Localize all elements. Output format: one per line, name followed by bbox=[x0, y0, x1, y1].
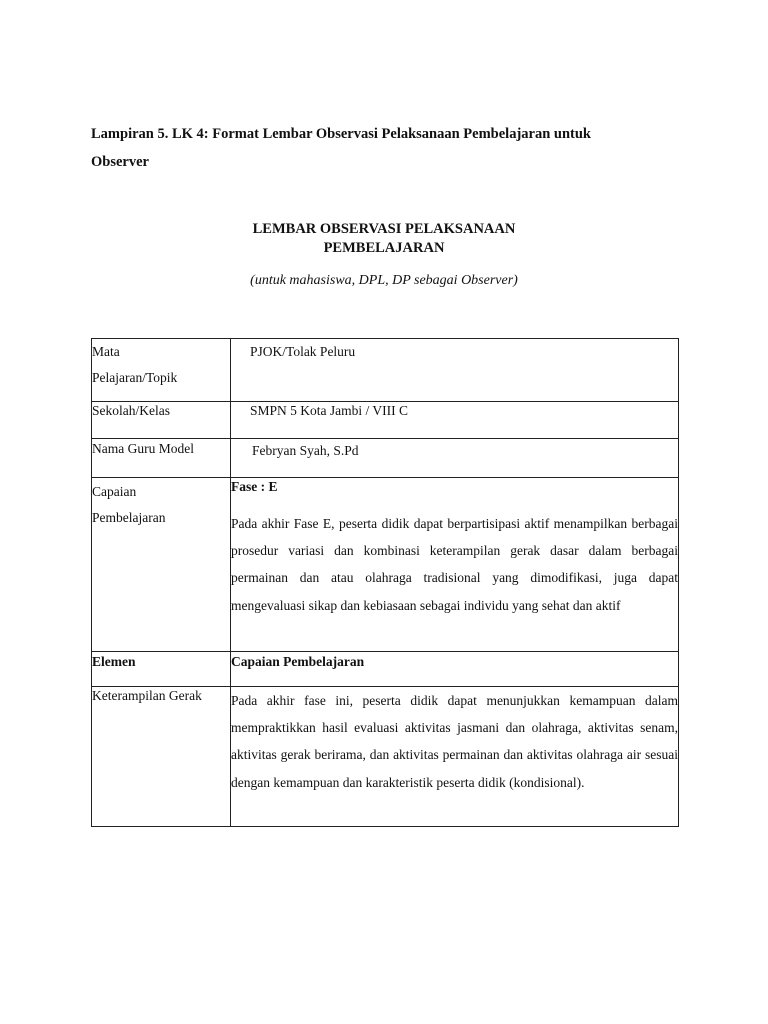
sekolah-kelas-label: Sekolah/Kelas bbox=[92, 402, 231, 439]
capaian-label-line-1: Capaian bbox=[92, 484, 137, 499]
fase-label: Fase : E bbox=[231, 479, 278, 494]
row-header-elemen bbox=[92, 652, 679, 687]
page-heading-line-2: Observer bbox=[91, 154, 149, 170]
capaian-label-line-2: Pembelajaran bbox=[92, 510, 166, 525]
capaian-text: Pada akhir Fase E, peserta didik dapat berpartisipasi aktif menampilkan berbagai prosedur variasi dan kombinasi keterampilan gerak dasar dalam berbagai permainan dan atau olahraga tradisional yang dimodifikasi, juga dapat mengevaluasi sikap dan kebiasaan sebagai individu yang sehat dan aktif bbox=[231, 516, 678, 613]
keterampilan-gerak-text: Pada akhir fase ini, peserta didik dapat menunjukkan kemampuan dalam mempraktikkan hasil evaluasi aktivitas jasmani dan olahraga, aktivitas senam, aktivitas gerak berirama, dan aktivitas permainan dan aktivitas olahraga air sesuai dengan kemampuan dan karakteristik peserta didik (kondisional). bbox=[231, 687, 679, 827]
sekolah-kelas-value: SMPN 5 Kota Jambi / VIII C bbox=[231, 402, 679, 439]
mata-pelajaran-value-cell bbox=[231, 339, 679, 402]
mata-pelajaran-label-line-1: Mata bbox=[92, 344, 120, 359]
row-capaian-pembelajaran bbox=[92, 478, 679, 652]
nama-guru-value: Febryan Syah, S.Pd bbox=[231, 439, 679, 478]
elemen-header: Elemen bbox=[92, 652, 231, 687]
document-subtitle: (untuk mahasiswa, DPL, DP sebagai Observer) bbox=[250, 273, 518, 288]
observation-table bbox=[91, 338, 679, 827]
capaian-content bbox=[231, 478, 679, 652]
mata-pelajaran-label bbox=[92, 339, 231, 402]
nama-guru-label: Nama Guru Model bbox=[92, 439, 231, 478]
page-heading-line-1: Lampiran 5. LK 4: Format Lembar Observasi Pelaksanaan Pembelajaran untuk bbox=[91, 126, 591, 142]
document-title-line-1: LEMBAR OBSERVASI PELAKSANAAN bbox=[252, 221, 516, 237]
mata-pelajaran-label-line-2: Pelajaran/Topik bbox=[92, 370, 178, 385]
page-heading bbox=[91, 120, 691, 176]
row-keterampilan-gerak bbox=[92, 687, 679, 827]
document-title bbox=[0, 220, 768, 258]
capaian-pembelajaran-header: Capaian Pembelajaran bbox=[231, 652, 679, 687]
mata-pelajaran-value: PJOK/Tolak Peluru bbox=[250, 344, 356, 359]
document-title-line-2: PEMBELAJARAN bbox=[323, 240, 445, 256]
row-sekolah-kelas bbox=[92, 402, 679, 439]
keterampilan-gerak-label: Keterampilan Gerak bbox=[92, 687, 231, 827]
capaian-label bbox=[92, 478, 231, 652]
row-mata-pelajaran bbox=[92, 339, 679, 402]
row-nama-guru bbox=[92, 439, 679, 478]
